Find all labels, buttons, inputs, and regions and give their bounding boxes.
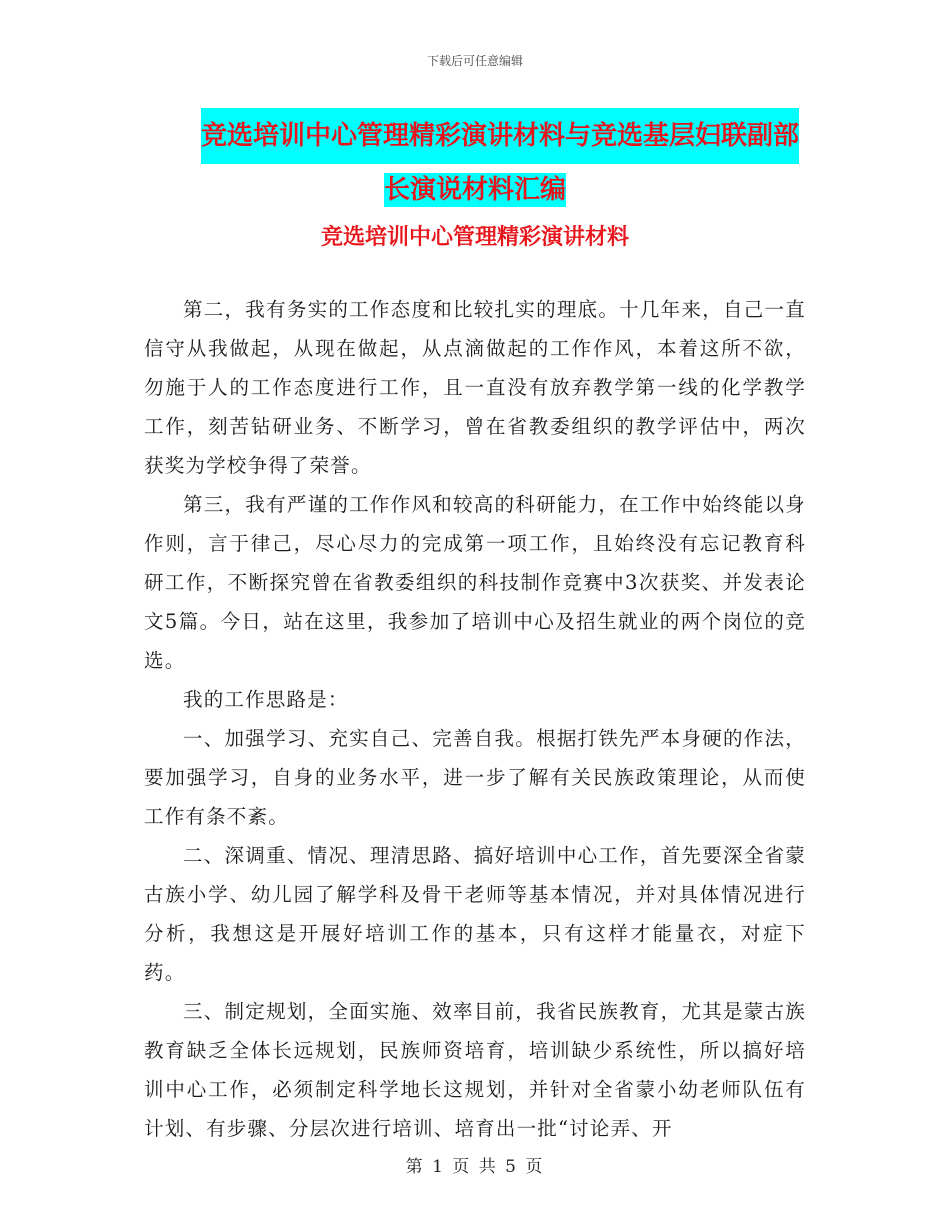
header-note: 下载后可任意编辑 [426, 54, 523, 68]
document-title-line-2: 长演说材料汇编 [383, 175, 566, 205]
document-title-line-1: 竞选培训中心管理精彩演讲材料与竞选基层妇联副部 [201, 108, 799, 164]
paragraph: 二、深调重、情况、理清思路、搞好培训中心工作，首先要深全省蒙古族小学、幼儿园了解学科及骨干老师等基本情况，并对具体情况进行分析，我想这是开展好培训工作的基本，只有这样才能量衣，对症下药。 [144, 844, 806, 984]
paragraph: 我的工作思路是： [183, 688, 349, 711]
document-body [144, 290, 806, 1148]
paragraph: 第三，我有严谨的工作作风和较高的科研能力，在工作中始终能以身作则，言于律己，尽心尽力的完成第一项工作，且始终没有忘记教育科研工作，不断探究曾在省教委组织的科技制作竞赛中3次获奖、并发表论文5篇。今日，站在这里，我参加了培训中心及招生就业的两个岗位的竞选。 [144, 493, 806, 672]
paragraph: 三、制定规划，全面实施、效率目前，我省民族教育，尤其是蒙古族教育缺乏全体长远规划，民族师资培育，培训缺少系统性，所以搞好培训中心工作，必须制定科学地长这规划，并针对全省蒙小幼老师队伍有计划、有步骤、分层次进行培训、培育出一批“讨论弄、开 [144, 1000, 806, 1140]
paragraph: 一、加强学习、充实自己、完善自我。根据打铁先严本身硬的作法，要加强学习，自身的业务水平，进一步了解有关民族政策理论，从而使工作有条不紊。 [144, 727, 806, 828]
section-title: 竞选培训中心管理精彩演讲材料 [320, 225, 629, 250]
paragraph: 第二，我有务实的工作态度和比较扎实的理底。十几年来，自己一直信守从我做起，从现在做起，从点滴做起的工作作风，本着这所不欲，勿施于人的工作态度进行工作，且一直没有放弃教学第一线的化学教学工作，刻苦钻研业务、不断学习，曾在省教委组织的教学评估中，两次获奖为学校争得了荣誉。 [144, 298, 806, 477]
document-title [0, 108, 950, 216]
page-footer: 第 1 页 共 5 页 [405, 1157, 545, 1177]
